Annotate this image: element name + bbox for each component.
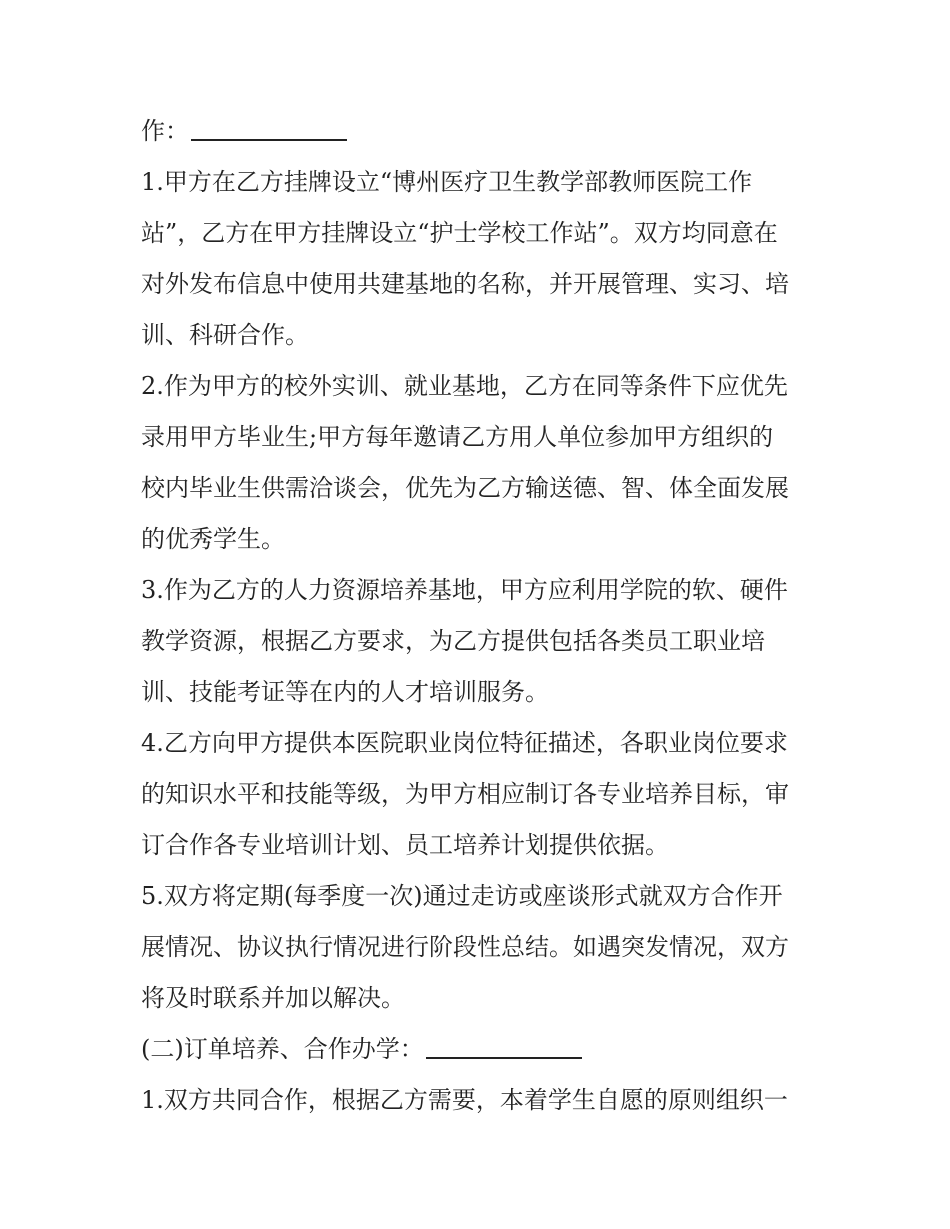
- text-line: 教学资源，根据乙方要求，为乙方提供包括各类员工职业培: [141, 627, 765, 655]
- line-text: 作：: [141, 117, 189, 145]
- text-line: 1.甲方在乙方挂牌设立“博州医疗卫生教学部教师医院工作: [141, 168, 753, 196]
- text-line: 订合作各专业培训计划、员工培养计划提供依据。: [141, 831, 669, 859]
- text-line: 1.双方共同合作，根据乙方需要，本着学生自愿的原则组织一: [141, 1086, 788, 1114]
- text-line: 3.作为乙方的人力资源培养基地，甲方应利用学院的软、硬件: [141, 576, 788, 604]
- text-line: [141, 1024, 821, 1075]
- text-line: 训、科研合作。: [141, 321, 309, 349]
- fill-in-blank: [191, 139, 347, 141]
- text-line: 校内毕业生供需洽谈会，优先为乙方输送德、智、体全面发展: [141, 474, 789, 502]
- text-line: 的优秀学生。: [141, 525, 285, 553]
- text-line: 站”，乙方在甲方挂牌设立“护士学校工作站”。双方均同意在: [141, 219, 778, 247]
- text-line: 2.作为甲方的校外实训、就业基地，乙方在同等条件下应优先: [141, 372, 788, 400]
- text-line: 对外发布信息中使用共建基地的名称，并开展管理、实习、培: [141, 270, 789, 298]
- text-line: 4.乙方向甲方提供本医院职业岗位特征描述，各职业岗位要求: [141, 729, 788, 757]
- line-text: (二)订单培养、合作办学：: [141, 1035, 424, 1063]
- text-line: 训、技能考证等在内的人才培训服务。: [141, 678, 549, 706]
- text-line: 将及时联系并加以解决。: [141, 984, 405, 1012]
- text-line: 5.双方将定期(每季度一次)通过走访或座谈形式就双方合作开: [141, 882, 783, 910]
- text-line: 展情况、协议执行情况进行阶段性总结。如遇突发情况，双方: [141, 933, 789, 961]
- fill-in-blank: [426, 1057, 582, 1059]
- text-line: [141, 106, 821, 157]
- document-body: [141, 106, 821, 1126]
- text-line: 的知识水平和技能等级，为甲方相应制订各专业培养目标，审: [141, 780, 789, 808]
- text-line: 录用甲方毕业生;甲方每年邀请乙方用人单位参加甲方组织的: [141, 423, 774, 451]
